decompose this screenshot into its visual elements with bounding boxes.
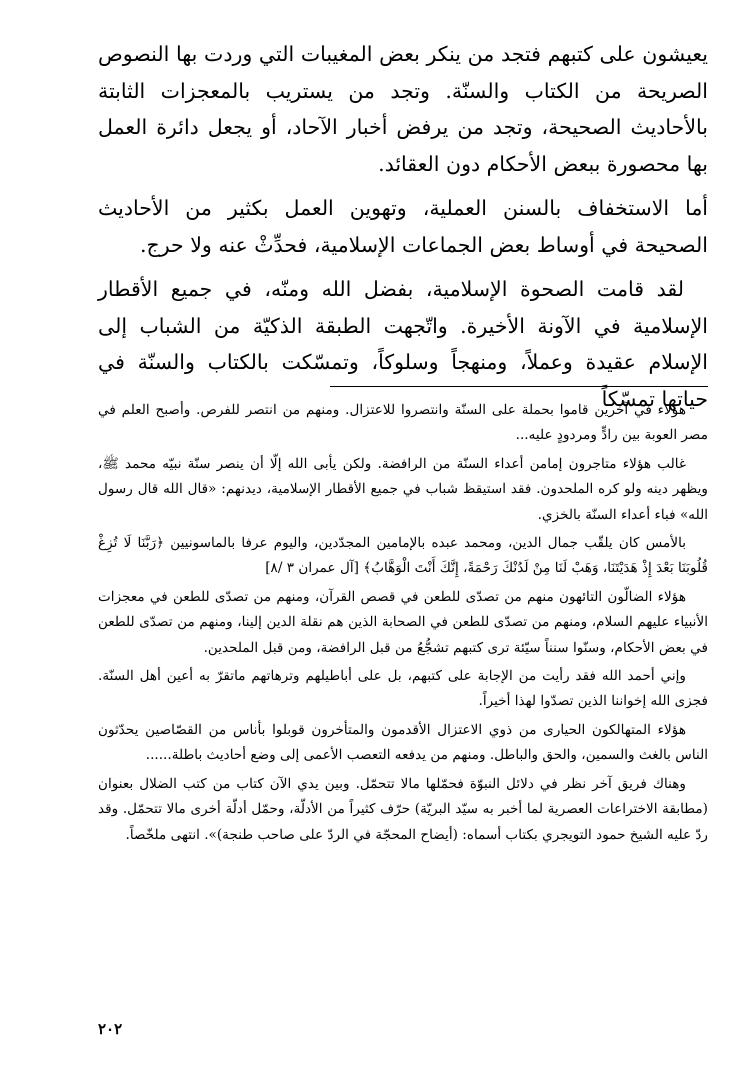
footnote-paragraph-5: وإني أحمد الله فقد رأيت من الإجابة على كتبهم، بل على أباطيلهم وترهاتهم ماتقرّ به أعين أهل السنّة. فجزى الله إخواننا الذين تصدّوا لهذا أخيراً. [98, 668, 708, 710]
body-paragraph-1: يعيشون على كتبهم فتجد من ينكر بعض المغيبات التي وردت بها النصوص الصريحة من الكتاب والسنّة. وتجد من يستريب بالمعجزات الثابتة بالأحاديث الصحيحة، وتجد من يرفض أخبار الآحاد، أو يجعل دائرة العمل بها محصورة ببعض الأحكام دون العقائد. [98, 42, 708, 176]
footnote-paragraph-6: هؤلاء المتهالكون الحيارى من ذوي الاعتزال الأقدمون والمتأخرون قوبلوا بأناس من القصّاصين يحدّثون الناس بالغث والسمين، والحق والباطل. ومنهم من يدفعه التعصب الأعمى إلى وضع أحاديث باطلة...... [98, 721, 708, 764]
body-paragraph-3: لقد قامت الصحوة الإسلامية، بفضل الله ومنّه، في جميع الأقطار الإسلامية في الآونة الأخيرة. واتّجهت الطبقة الذكيّة من الشباب إلى الإسلام عقيدة وعملاً، ومنهجاً وسلوكاً، وتمسّكت بالكتاب والسنّة في حياتها تمسّكاً [98, 277, 708, 411]
footnote-paragraph-4: هؤلاء الضالّون التائهون منهم من تصدّى للطعن في قصص القرآن، ومنهم من تصدّى للطعن في معجزات الأنبياء عليهم السلام، ومنهم من تصدّى للطعن في الصحابة الذين هم نقلة الدين إلينا، ومنهم من تصدّى للطعن في بعض الأحكام، وسنّوا سنناً سيّئة ترى كتبهم تشجُّعُ من قبل الرافضة، ومن قبل الملحدين. [98, 588, 708, 656]
main-text [98, 36, 708, 425]
page-number: ٢٠٢ [98, 1020, 123, 1038]
footnotes [98, 398, 708, 851]
footnote-separator [330, 386, 708, 387]
footnote-paragraph-2: غالب هؤلاء متاجرون إمامن أعداء السنّة من الرافضة. ولكن يأبى الله إلّا أن ينصر سنّة نبيّه محمد ﷺ، ويظهر دينه ولو كره الملحدون. فقد استيقظ شباب في جميع الأقطار الإسلامية، ديدنهم: «قال الله قال رسول الله» فباء أعداء السنّة بالخزي. [98, 455, 708, 523]
footnote-paragraph-3: بالأمس كان يلقّب جمال الدين، ومحمد عبده بالإمامين المجدّدين، واليوم عرفا بالماسونيين ﴿رَبَّنَا لَا تُزِغْ قُلُوبَنَا بَعْدَ إِذْ هَدَيْتَنَا، وَهَبْ لَنَا مِنْ لَدُنْكَ رَحْمَةً، إِنَّكَ أَنْتَ الْوَهَّابُ﴾ [آل عمران ٣ /٨] [98, 535, 708, 577]
body-paragraph-2: أما الاستخفاف بالسنن العملية، وتهوين العمل بكثير من الأحاديث الصحيحة في أوساط بعض الجماعات الإسلامية، فحدِّثْ عنه ولا حرج. [98, 196, 708, 257]
footnote-paragraph-1: هؤلاء في آخرين قاموا بحملة على السنّة وانتصروا للاعتزال. ومنهم من انتصر للفرص. وأصبح العلم في مصر العوبة بين رادٍّ ومردودٍ عليه... [98, 402, 708, 444]
footnote-paragraph-7: وهناك فريق آخر نظر في دلائل النبوّة فحمّلها مالا تتحمّل. وبين يدي الآن كتاب من كتب الضلال بعنوان (مطابقة الاختراعات العصرية لما أخبر به سيّد البريّة) حرّف كثيراً من الأدلّة، وحمّل أدلّة أخرى مالا تتحمّل. وقد ردّ عليه الشيخ حمود التويجري بكتاب أسماه: (أيضاح المحجّة في الردّ على صاحب طنجة)». انتهى ملخّصاً. [98, 775, 708, 843]
